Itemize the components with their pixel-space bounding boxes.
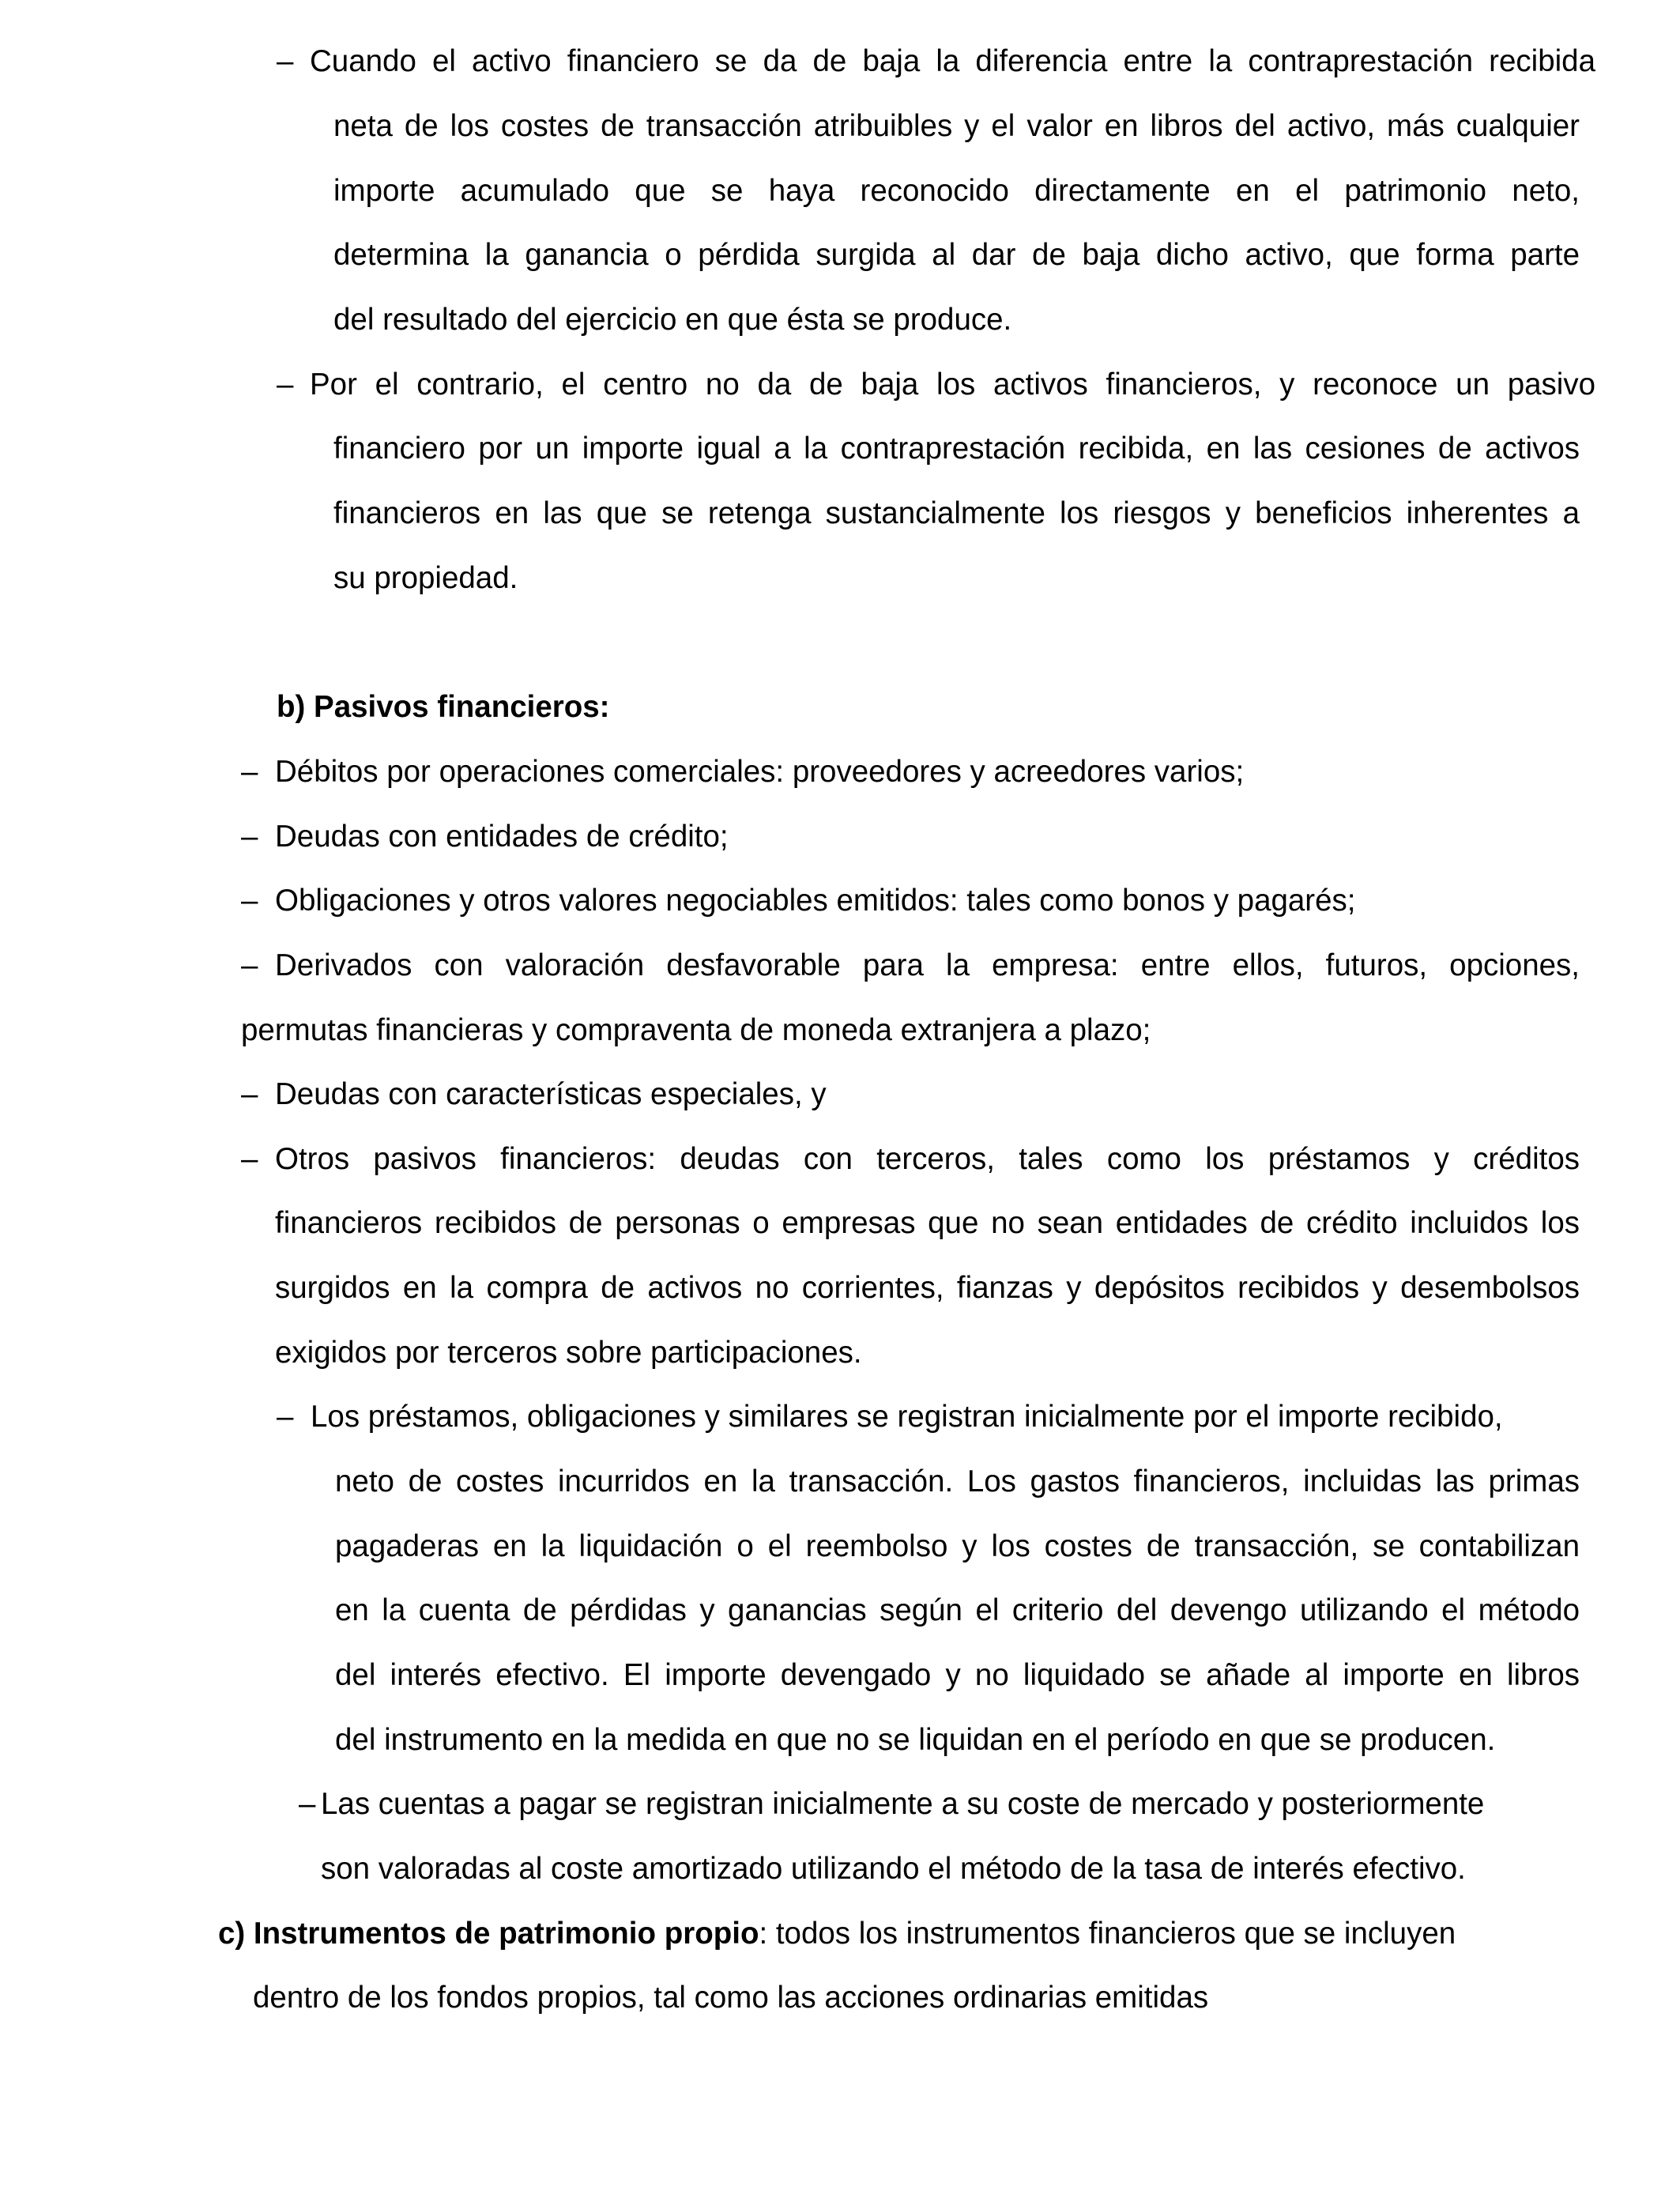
bullet-dash: – [299, 1787, 316, 1821]
list-item-continuation: surgidos en la compra de activos no corrientes, fianzas y depósitos recibidos y desembolsos [275, 1271, 1580, 1305]
paragraph-line: determina la ganancia o pérdida surgida al dar de baja dicho activo, que forma parte [333, 238, 1580, 272]
paragraph-line: financieros en las que se retenga sustancialmente los riesgos y beneficios inherentes a [333, 496, 1580, 530]
bullet-dash: – [277, 368, 294, 401]
section-c-paragraph [218, 1914, 1456, 1954]
bullet-dash: – [277, 44, 294, 78]
paragraph-line: importe acumulado que se haya reconocido directamente en el patrimonio neto, [333, 174, 1580, 208]
list-item: Deudas con entidades de crédito; [275, 820, 729, 854]
bullet-dash: – [241, 755, 258, 789]
paragraph-line: Por el contrario, el centro no da de baja los activos financieros, y reconoce un pasivo [310, 368, 1595, 401]
bullet-dash: – [277, 1400, 294, 1434]
paragraph-line: dentro de los fondos propios, tal como las acciones ordinarias emitidas [253, 1981, 1209, 2015]
list-item: Débitos por operaciones comerciales: proveedores y acreedores varios; [275, 755, 1245, 789]
paragraph-line: del resultado del ejercicio en que ésta se produce. [333, 303, 1012, 337]
paragraph-line: neta de los costes de transacción atribuibles y el valor en libros del activo, más cualquier [333, 109, 1580, 143]
paragraph-line: neto de costes incurridos en la transacción. Los gastos financieros, incluidas las primas [335, 1465, 1580, 1498]
paragraph-line: Cuando el activo financiero se da de baja la diferencia entre la contraprestación recibida [310, 44, 1595, 78]
list-item: Derivados con valoración desfavorable para la empresa: entre ellos, futuros, opciones, [275, 948, 1580, 982]
paragraph-line: Las cuentas a pagar se registran inicialmente a su coste de mercado y posteriormente [321, 1787, 1485, 1821]
list-item: Deudas con características especiales, y [275, 1077, 827, 1111]
bullet-dash: – [241, 1142, 258, 1176]
section-heading-instrumentos: c) Instrumentos de patrimonio propio [218, 1917, 759, 1951]
paragraph-line: su propiedad. [333, 561, 518, 595]
paragraph-line: pagaderas en la liquidación o el reembolso y los costes de transacción, se contabilizan [335, 1529, 1580, 1563]
paragraph-line: son valoradas al coste amortizado utilizando el método de la tasa de interés efectivo. [321, 1852, 1466, 1886]
paragraph-line: del interés efectivo. El importe devengado y no liquidado se añade al importe en libros [335, 1658, 1580, 1692]
section-heading-pasivos: b) Pasivos financieros: [277, 690, 610, 724]
bullet-dash: – [241, 1077, 258, 1111]
list-item: Obligaciones y otros valores negociables emitidos: tales como bonos y pagarés; [275, 884, 1356, 918]
list-item-continuation: exigidos por terceros sobre participaciones. [275, 1336, 862, 1370]
paragraph-line: del instrumento en la medida en que no se liquidan en el período en que se producen. [335, 1723, 1496, 1757]
section-c-text: : todos los instrumentos financieros que se incluyen [759, 1917, 1456, 1951]
bullet-dash: – [241, 884, 258, 918]
list-item-continuation: permutas financieras y compraventa de moneda extranjera a plazo; [241, 1013, 1151, 1047]
paragraph-line: Los préstamos, obligaciones y similares se registran inicialmente por el importe recibido, [311, 1400, 1503, 1434]
list-item: Otros pasivos financieros: deudas con terceros, tales como los préstamos y créditos [275, 1142, 1580, 1176]
paragraph-line: financiero por un importe igual a la contraprestación recibida, en las cesiones de activos [333, 432, 1580, 466]
bullet-dash: – [241, 820, 258, 854]
list-item-continuation: financieros recibidos de personas o empresas que no sean entidades de crédito incluidos los [275, 1206, 1580, 1240]
bullet-dash: – [241, 948, 258, 982]
paragraph-line: en la cuenta de pérdidas y ganancias según el criterio del devengo utilizando el método [335, 1593, 1580, 1627]
